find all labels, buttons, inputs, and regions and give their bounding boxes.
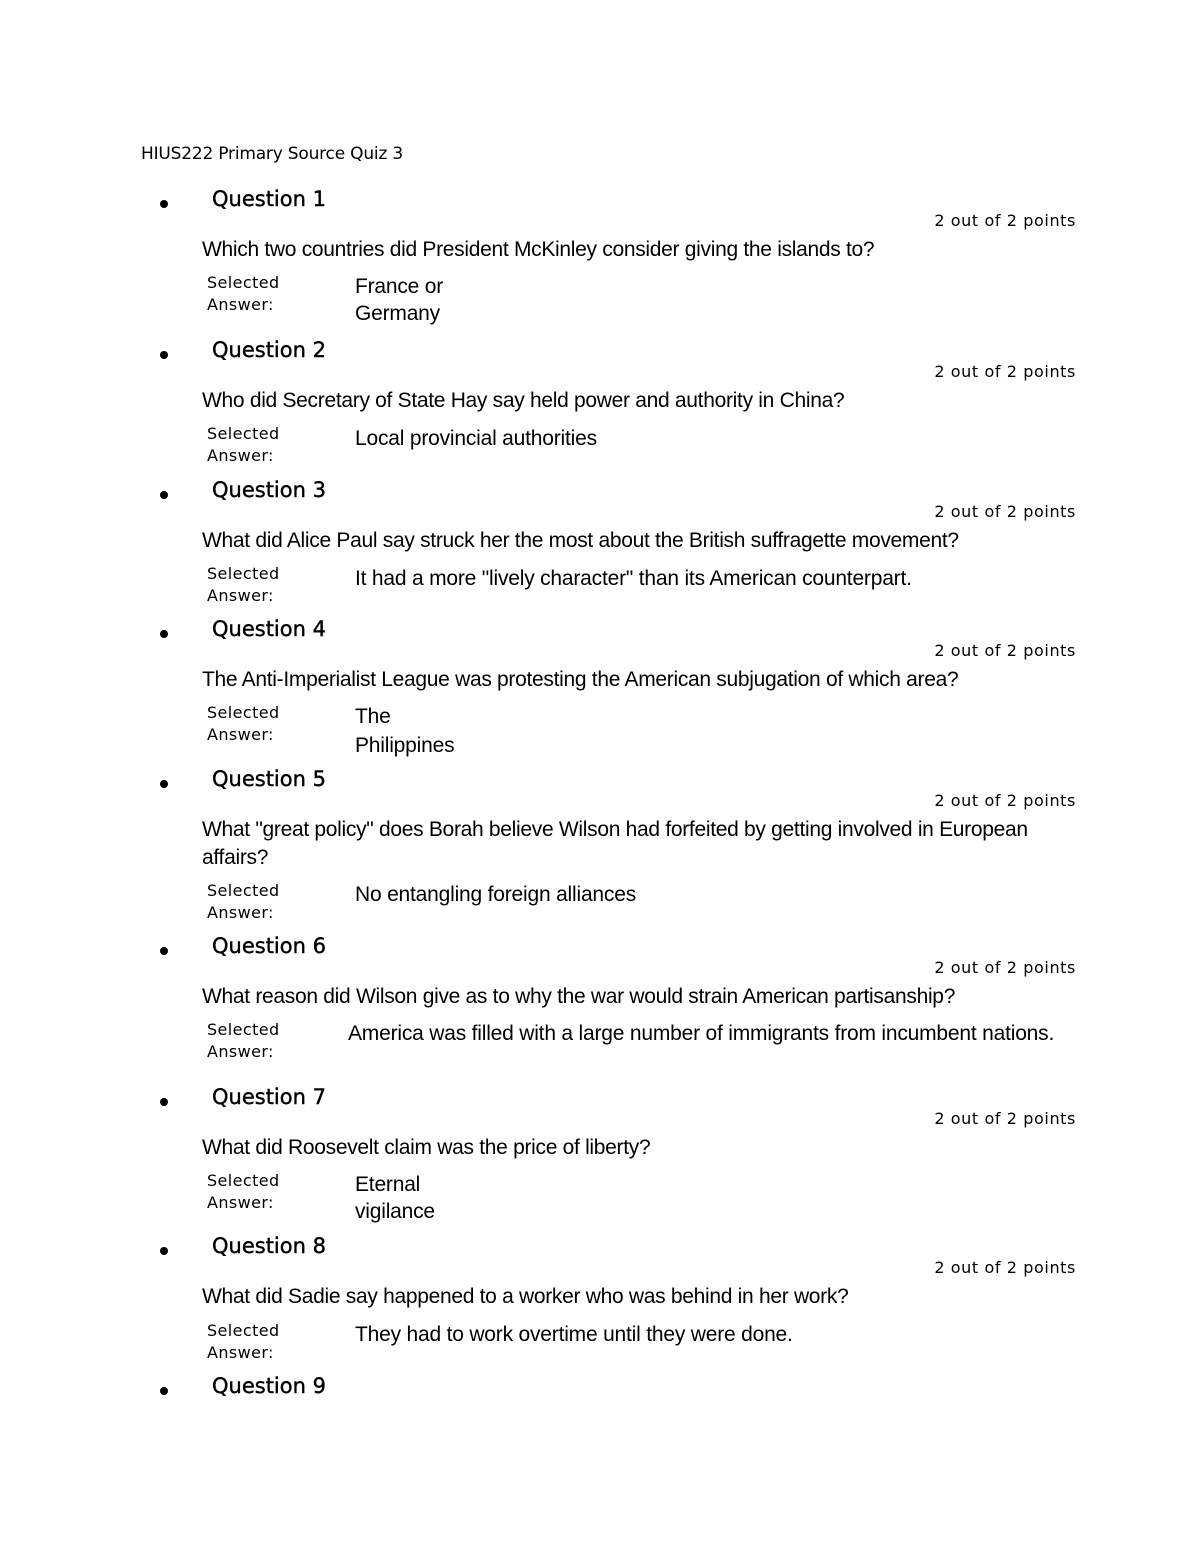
bullet-icon (160, 947, 168, 955)
selected-answer-label: Selected Answer: (207, 1171, 280, 1212)
selected-answer-label: Selected Answer: (207, 564, 280, 605)
question-points: 2 out of 2 points (934, 791, 1076, 810)
bullet-icon (160, 200, 168, 208)
selected-answer-label: Selected Answer: (207, 703, 280, 744)
selected-answer-value: Eternal vigilance (355, 1173, 435, 1223)
question-heading: Question 4 (212, 617, 326, 641)
bullet-icon (160, 351, 168, 359)
selected-answer-label: Selected Answer: (207, 1321, 280, 1362)
question-points: 2 out of 2 points (934, 641, 1076, 660)
question-text: What did Alice Paul say struck her the most about the British suffragette movement? (202, 529, 959, 552)
selected-answer-value: It had a more "lively character" than its American counterpart. (355, 567, 912, 590)
selected-answer-value: Local provincial authorities (355, 427, 597, 450)
question-heading: Question 3 (212, 478, 326, 502)
question-heading: Question 9 (212, 1374, 326, 1398)
question-text: What "great policy" does Borah believe Wilson had forfeited by getting involved in European affairs? (202, 818, 1028, 869)
selected-answer-label: Selected Answer: (207, 1020, 280, 1061)
bullet-icon (160, 491, 168, 499)
selected-answer-value: France or Germany (355, 275, 444, 325)
question-heading: Question 2 (212, 338, 326, 362)
question-points: 2 out of 2 points (934, 502, 1076, 521)
question-points: 2 out of 2 points (934, 958, 1076, 977)
selected-answer-label: Selected Answer: (207, 881, 280, 922)
selected-answer-value: No entangling foreign alliances (355, 883, 636, 906)
selected-answer-label: Selected Answer: (207, 273, 280, 314)
question-points: 2 out of 2 points (934, 1258, 1076, 1277)
question-text: What reason did Wilson give as to why the war would strain American partisanship? (202, 985, 956, 1008)
document-title: HIUS222 Primary Source Quiz 3 (141, 144, 403, 164)
question-heading: Question 6 (212, 934, 326, 958)
question-text: What did Roosevelt claim was the price of liberty? (202, 1136, 651, 1159)
question-points: 2 out of 2 points (934, 1109, 1076, 1128)
bullet-icon (160, 780, 168, 788)
question-heading: Question 1 (212, 187, 326, 211)
selected-answer-value: They had to work overtime until they were done. (355, 1323, 793, 1346)
question-text: Who did Secretary of State Hay say held power and authority in China? (202, 389, 845, 412)
question-heading: Question 8 (212, 1234, 326, 1258)
bullet-icon (160, 630, 168, 638)
selected-answer-value: The Philippines (355, 705, 455, 757)
question-points: 2 out of 2 points (934, 362, 1076, 381)
question-points: 2 out of 2 points (934, 211, 1076, 230)
question-heading: Question 5 (212, 767, 326, 791)
bullet-icon (160, 1247, 168, 1255)
question-text: The Anti-Imperialist League was protesting the American subjugation of which area? (202, 668, 959, 691)
question-heading: Question 7 (212, 1085, 326, 1109)
question-text: Which two countries did President McKinley consider giving the islands to? (202, 238, 875, 261)
selected-answer-value: America was filled with a large number of immigrants from incumbent nations. (348, 1022, 1055, 1045)
bullet-icon (160, 1098, 168, 1106)
selected-answer-label: Selected Answer: (207, 424, 280, 465)
question-text: What did Sadie say happened to a worker who was behind in her work? (202, 1285, 849, 1308)
bullet-icon (160, 1387, 168, 1395)
